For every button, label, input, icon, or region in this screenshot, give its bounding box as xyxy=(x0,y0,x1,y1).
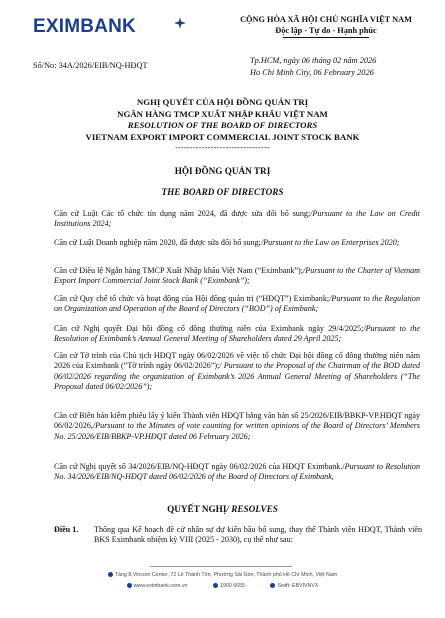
title-vi-2: NGÂN HÀNG TMCP XUẤT NHẬP KHẨU VIỆT NAM xyxy=(117,108,328,119)
basis-paragraph xyxy=(54,351,420,392)
basis-vi: Căn cứ Biên bản kiểm phiếu lấy ý kiến Thành viên HĐQT bằng văn bản số 25/2026/EIB/BBKP-VP.HĐQT ngày 06/02/2026, xyxy=(54,411,420,431)
resolves-vi: QUYẾT NGHỊ xyxy=(167,504,227,514)
basis-vi: Căn cứ Nghị quyết số 34/2026/EIB/NQ-HĐQT ngày 06/02/2026 của HĐQT Eximbank./ xyxy=(54,462,345,471)
basis-en: /Pursuant to the Law on Credit Institutions 2024; xyxy=(54,209,421,229)
basis-en: /Pursuant to the Law on Enterprises 2020; xyxy=(260,238,400,247)
basis-en: /Pursuant to the Regulation on Organization and Operation of the Board of Directors (“BOD”) of Eximbank; xyxy=(54,294,420,314)
footer-website-text: www.eximbank.com.vn xyxy=(133,583,188,589)
footer-hotline xyxy=(213,583,245,589)
location-icon xyxy=(108,572,113,577)
phone-icon xyxy=(213,583,218,588)
page-footer xyxy=(0,566,445,596)
logo-wordmark: EXIMBANK xyxy=(33,16,136,37)
basis-paragraph xyxy=(54,462,420,483)
basis-vi: Căn cứ Luật Các tổ chức tín dụng năm 2024, đã được sửa đổi bổ sung; xyxy=(54,209,311,218)
basis-paragraph xyxy=(54,294,420,315)
board-heading xyxy=(20,165,425,198)
footer-contacts xyxy=(0,582,445,590)
footer-swift-text: Swift: EBVIVNVX xyxy=(277,583,319,589)
footer-swift xyxy=(270,583,318,589)
basis-vi: Căn cứ Nghị quyết Đại hội đồng cổ đông thường niên của Eximbank ngày 29/4/2025; xyxy=(54,324,364,333)
national-motto xyxy=(226,14,426,38)
basis-en: /Pursuant to the Charter of Vietnam Export Import Commercial Joint Stock Bank (“Eximbank”); xyxy=(54,266,421,286)
document-number: Số/No: 34A/2026/EIB/NQ-HĐQT xyxy=(33,61,148,70)
eximbank-logo xyxy=(33,16,183,38)
document-title xyxy=(20,97,425,152)
basis-vi: Căn cứ Luật Doanh nghiệp năm 2020, đã được sửa đổi bổ sung; xyxy=(54,238,261,247)
footer-address xyxy=(0,571,445,579)
national-slogan: Độc lập - Tự do - Hạnh phúc xyxy=(275,26,377,35)
basis-paragraph xyxy=(54,324,420,345)
place-date-vi: Tp.HCM, ngày 06 tháng 02 năm 2026 xyxy=(250,56,377,65)
basis-en: /Pursuant to the Resolution of Eximbank’s Annual General Meeting of Shareholders dated 29 April 2025; xyxy=(54,324,420,344)
basis-en: Pursuant to Resolution No. 34/2026/EIB/NQ-HĐQT dated 06/02/2026 of the Board of Directors of Eximbank, xyxy=(54,462,420,482)
motto-underline xyxy=(283,37,369,38)
basis-paragraph xyxy=(54,266,420,287)
resolves-heading xyxy=(20,503,425,515)
basis-en: / Pursuant to the Proposal of the Chairman of the BOD dated 06/02/2026 regarding the organization of Eximbank’s 2026 Annual General Meeting of Shareholders (“The Proposal dated 06/02/2026”); xyxy=(54,361,420,391)
swift-icon xyxy=(270,583,275,588)
basis-vi: Căn cứ Quy chế tổ chức và hoạt động của Hội đồng quản trị (“HĐQT”) Eximbank; xyxy=(54,294,330,303)
article-text: Thông qua Kế hoạch đề cử nhân sự dự kiến bầu bổ sung, thay thế Thành viên HĐQT, Thành viên BKS Eximbank nhiệm kỳ VIII (2025 - 2030), cụ thể như sau: xyxy=(94,525,422,545)
footer-hotline-text: 1900 6655 xyxy=(219,583,245,589)
basis-en: /Pursuant to the Minutes of vote counting for written opinions of the Board of Directors’ Members No. 25/2026/EIB/BBKP-VP.HĐQT dated 06 February 2026; xyxy=(54,421,420,441)
footer-divider xyxy=(150,566,292,567)
footer-website[interactable] xyxy=(127,583,188,589)
place-date xyxy=(250,55,376,78)
article-label: Điều 1. xyxy=(54,525,79,534)
basis-paragraph xyxy=(54,209,420,230)
board-heading-en: THE BOARD OF DIRECTORS xyxy=(161,187,284,197)
footer-address-text: Tầng 8,Vincom Center, 72 Lê Thánh Tôn, Phường Sài Gòn, Thành phố Hồ Chí Minh, Việt Nam xyxy=(114,572,338,578)
basis-paragraph xyxy=(54,411,420,442)
globe-icon xyxy=(127,583,132,588)
title-separator: -------------------------------- xyxy=(175,143,270,153)
title-en-1: RESOLUTION OF THE BOARD OF DIRECTORS xyxy=(127,120,318,131)
place-date-en: Ho Chi Minh City, 06 February 2026 xyxy=(250,67,374,77)
resolves-en: / RESOLVES xyxy=(226,504,278,514)
board-heading-vi: HỘI ĐỒNG QUẢN TRỊ xyxy=(174,166,271,176)
logo-star-icon xyxy=(174,17,186,29)
basis-vi: Căn cứ Điều lệ Ngân hàng TMCP Xuất Nhập khẩu Việt Nam (“Eximbank”); xyxy=(54,266,303,275)
title-en-2: VIETNAM EXPORT IMPORT COMMERCIAL JOINT STOCK BANK xyxy=(85,131,360,142)
basis-vi: Căn cứ Tờ trình của Chủ tịch HĐQT ngày 06/02/2026 về việc tổ chức Đại hội đồng cổ đông thường niên năm 2026 của Eximbank (“Tờ trình ngày 06/02/2026”); xyxy=(54,351,420,371)
national-name: CỘNG HÒA XÃ HỘI CHỦ NGHĨA VIỆT NAM xyxy=(240,15,412,24)
basis-paragraph xyxy=(54,238,420,248)
title-vi-1: NGHỊ QUYẾT CỦA HỘI ĐỒNG QUẢN TRỊ xyxy=(136,97,309,107)
